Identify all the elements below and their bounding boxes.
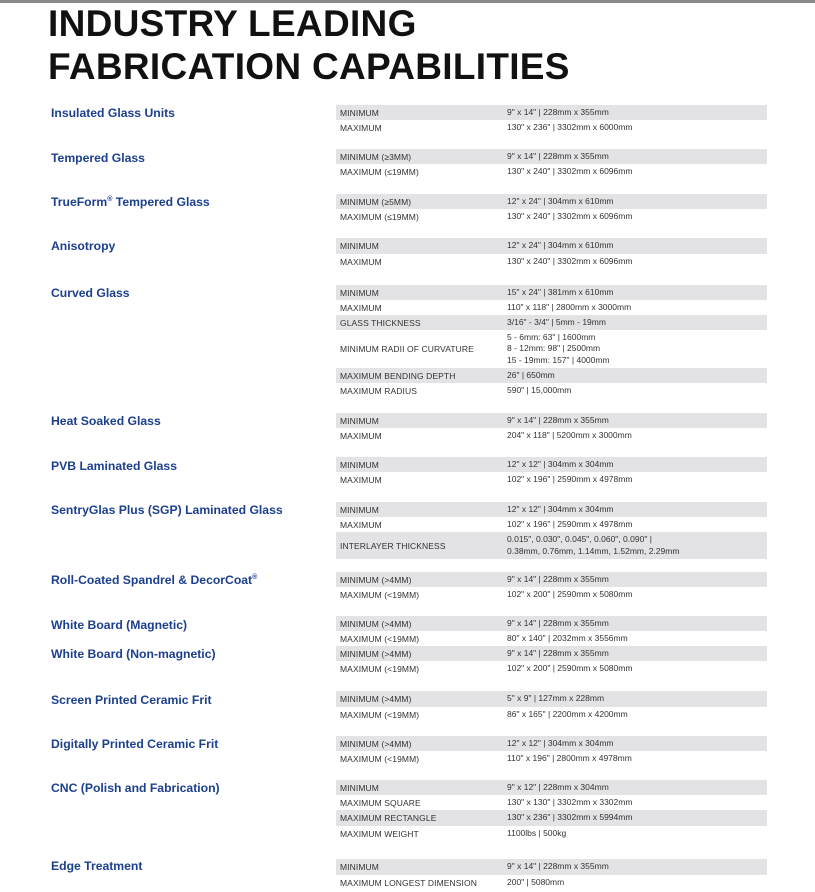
spec-label: MAXIMUM (<19MM) <box>340 589 420 600</box>
category-label: White Board (Non-magnetic) <box>51 647 216 661</box>
spec-value: 0.015", 0.030", 0.045", 0.060", 0.090" | 0.38mm, 0.76mm, 1.14mm, 1.52mm, 2.29mm <box>507 534 680 556</box>
spec-row <box>336 502 767 517</box>
spec-value: 130" x 130" | 3302mm x 3302mm <box>507 796 633 807</box>
spec-value: 9" x 14" | 228mm x 355mm <box>507 150 609 161</box>
spec-value: 102" x 196" | 2590mm x 4978mm <box>507 518 633 529</box>
spec-row <box>336 751 767 766</box>
spec-value: 12" x 12" | 304mm x 304mm <box>507 737 614 748</box>
spec-label: MAXIMUM WEIGHT <box>340 829 419 839</box>
category-label: Anisotropy <box>51 239 116 253</box>
spec-row <box>336 736 767 751</box>
spec-row <box>336 383 767 398</box>
spec-rows <box>336 149 767 179</box>
category-label: Digitally Printed Ceramic Frit <box>51 737 219 751</box>
spec-row <box>336 859 767 875</box>
spec-row <box>336 238 767 254</box>
spec-row <box>336 875 767 891</box>
spec-row <box>336 707 767 722</box>
spec-row <box>336 587 767 602</box>
spec-label: MAXIMUM (≤19MM) <box>340 211 419 222</box>
spec-row <box>336 330 767 368</box>
spec-label: MINIMUM <box>340 504 379 515</box>
spec-rows <box>336 691 767 722</box>
spec-row <box>336 780 767 795</box>
spec-row <box>336 795 767 810</box>
spec-label: MAXIMUM <box>340 430 382 441</box>
title-line-2: FABRICATION CAPABILITIES <box>48 46 570 87</box>
spec-value: 12" x 12" | 304mm x 304mm <box>507 503 614 514</box>
spec-label: MAXIMUM <box>340 302 382 313</box>
spec-rows <box>336 502 767 559</box>
spec-rows <box>336 736 767 766</box>
spec-label: INTERLAYER THICKNESS <box>340 540 446 551</box>
spec-row <box>336 285 767 300</box>
spec-label: MINIMUM (>4MM) <box>340 574 412 585</box>
spec-label: MINIMUM (>4MM) <box>340 618 412 629</box>
category-label: Edge Treatment <box>51 859 143 873</box>
category-label: Screen Printed Ceramic Frit <box>51 693 212 707</box>
spec-value: 9" x 12" | 228mm x 304mm <box>507 781 609 792</box>
category-label: CNC (Polish and Fabrication) <box>51 781 220 795</box>
spec-value: 26" | 650mm <box>507 369 555 380</box>
spec-row <box>336 105 767 120</box>
spec-row <box>336 532 767 559</box>
spec-value: 9" x 14" | 228mm x 355mm <box>507 647 609 658</box>
spec-label: MINIMUM (>4MM) <box>340 694 412 704</box>
spec-value: 130" x 236" | 3302mm x 5994mm <box>507 812 633 823</box>
spec-rows <box>336 616 767 646</box>
spec-value: 12" x 12" | 304mm x 304mm <box>507 458 614 469</box>
spec-rows <box>336 413 767 443</box>
spec-label: MAXIMUM BENDING DEPTH <box>340 370 456 381</box>
category-label: Heat Soaked Glass <box>51 414 161 428</box>
spec-value: 9" x 14" | 228mm x 355mm <box>507 617 609 628</box>
spec-label: MAXIMUM (≤19MM) <box>340 166 419 177</box>
spec-row <box>336 472 767 487</box>
spec-row <box>336 457 767 472</box>
title-line-1: INDUSTRY LEADING <box>48 3 417 44</box>
spec-label: MINIMUM (≥3MM) <box>340 151 412 162</box>
spec-label: MAXIMUM LONGEST DIMENSION <box>340 878 477 888</box>
spec-row <box>336 646 767 661</box>
spec-label: MAXIMUM (<19MM) <box>340 633 420 644</box>
spec-label: MAXIMUM SQUARE <box>340 797 421 808</box>
category-label: Insulated Glass Units <box>51 106 175 120</box>
spec-row <box>336 254 767 270</box>
spec-rows <box>336 238 767 270</box>
spec-label: MINIMUM <box>340 415 379 426</box>
spec-value: 9" x 14" | 228mm x 355mm <box>507 573 609 584</box>
spec-value: 12" x 24" | 304mm x 610mm <box>507 240 614 251</box>
spec-value: 130" x 240" | 3302mm x 6096mm <box>507 210 633 221</box>
spec-label: MAXIMUM <box>340 519 382 530</box>
spec-value: 200" | 5080mm <box>507 877 565 888</box>
spec-value: 5" x 9" | 127mm x 228mm <box>507 693 605 704</box>
spec-row <box>336 368 767 383</box>
spec-label: MAXIMUM RECTANGLE <box>340 813 437 823</box>
spec-rows <box>336 105 767 135</box>
spec-row <box>336 810 767 826</box>
category-label: SentryGlas Plus (SGP) Laminated Glass <box>51 503 283 517</box>
spec-rows <box>336 859 767 891</box>
spec-value: 130" x 236" | 3302mm x 6000mm <box>507 121 633 132</box>
spec-rows <box>336 646 767 676</box>
spec-value: 102" x 200" | 2590mm x 5080mm <box>507 588 633 599</box>
spec-value: 130" x 240" | 3302mm x 6096mm <box>507 165 633 176</box>
spec-row <box>336 616 767 631</box>
spec-row <box>336 164 767 179</box>
category-label: Tempered Glass <box>51 151 145 165</box>
spec-value: 9" x 14" | 228mm x 355mm <box>507 414 609 425</box>
spec-row <box>336 428 767 443</box>
category-label: Roll-Coated Spandrel & DecorCoat® <box>51 573 258 587</box>
spec-label: MINIMUM (>4MM) <box>340 648 412 659</box>
category-label: Curved Glass <box>51 286 130 300</box>
spec-label: MINIMUM <box>340 107 379 118</box>
spec-value: 204" x 118" | 5200mm x 3000mm <box>507 429 632 440</box>
spec-label: MAXIMUM <box>340 257 382 267</box>
spec-row <box>336 300 767 315</box>
spec-row <box>336 826 767 842</box>
spec-label: MAXIMUM <box>340 474 382 485</box>
spec-label: MINIMUM (>4MM) <box>340 738 412 749</box>
spec-value: 9" x 14" | 228mm x 355mm <box>507 861 609 872</box>
spec-value: 3/16" - 3/4" | 5mm - 19mm <box>507 316 606 327</box>
spec-value: 102" x 200" | 2590mm x 5080mm <box>507 662 633 673</box>
spec-rows <box>336 457 767 487</box>
spec-value: 102" x 196" | 2590mm x 4978mm <box>507 473 633 484</box>
spec-value: 590" | 15,000mm <box>507 384 572 395</box>
spec-label: MAXIMUM (<19MM) <box>340 663 420 674</box>
spec-value: 130" x 240" | 3302mm x 6096mm <box>507 256 633 267</box>
spec-row <box>336 572 767 587</box>
spec-value: 1100lbs | 500kg <box>507 828 567 839</box>
spec-row <box>336 691 767 707</box>
spec-label: MINIMUM <box>340 782 379 793</box>
spec-label: MINIMUM <box>340 862 379 872</box>
spec-label: MAXIMUM RADIUS <box>340 385 417 396</box>
spec-row <box>336 631 767 646</box>
spec-value: 80" x 140" | 2032mm x 3556mm <box>507 632 628 643</box>
spec-label: MINIMUM <box>340 287 379 298</box>
category-label: PVB Laminated Glass <box>51 459 177 473</box>
spec-value: 12" x 24" | 304mm x 610mm <box>507 195 614 206</box>
spec-rows <box>336 780 767 842</box>
spec-row <box>336 661 767 676</box>
spec-row <box>336 315 767 330</box>
category-label: White Board (Magnetic) <box>51 618 188 632</box>
spec-label: GLASS THICKNESS <box>340 317 421 328</box>
spec-row <box>336 413 767 428</box>
category-label: TrueForm® Tempered Glass <box>51 195 210 209</box>
spec-rows <box>336 572 767 602</box>
spec-value: 110" x 196" | 2800mm x 4978mm <box>507 752 632 763</box>
spec-row <box>336 149 767 164</box>
spec-row <box>336 120 767 135</box>
spec-label: MINIMUM (≥5MM) <box>340 196 412 207</box>
spec-value: 5 - 6mm: 63" | 1600mm 8 - 12mm: 98" | 2500mm 15 - 19mm: 157" | 4000mm <box>507 331 610 365</box>
spec-rows <box>336 285 767 398</box>
spec-label: MAXIMUM (<19MM) <box>340 753 420 764</box>
spec-value: 110" x 118" | 2800mm x 3000mm <box>507 301 632 312</box>
spec-label: MINIMUM RADII OF CURVATURE <box>340 344 474 354</box>
spec-label: MINIMUM <box>340 459 379 470</box>
spec-row <box>336 194 767 209</box>
spec-rows <box>336 194 767 224</box>
spec-label: MAXIMUM (<19MM) <box>340 709 420 720</box>
spec-value: 9" x 14" | 228mm x 355mm <box>507 106 609 117</box>
spec-value: 86" x 165" | 2200mm x 4200mm <box>507 708 628 719</box>
spec-label: MAXIMUM <box>340 122 382 133</box>
spec-label: MINIMUM <box>340 241 379 251</box>
page-title <box>48 2 570 88</box>
spec-row <box>336 209 767 224</box>
spec-row <box>336 517 767 532</box>
spec-value: 15" x 24" | 381mm x 610mm <box>507 286 614 297</box>
